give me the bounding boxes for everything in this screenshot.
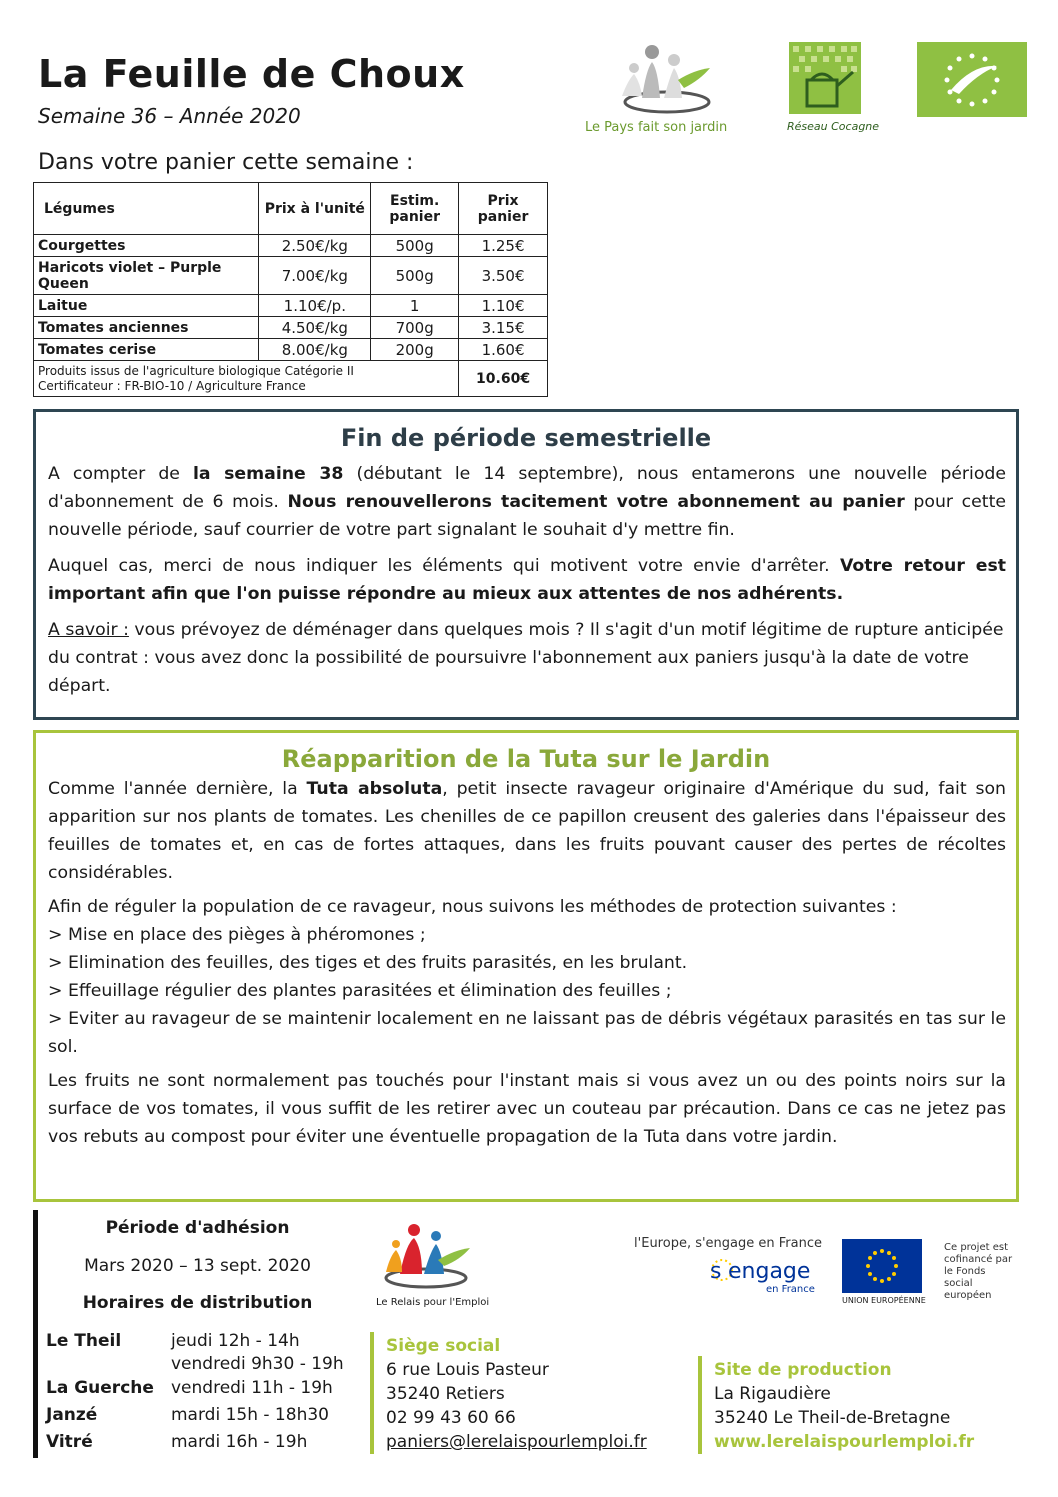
eu-flag <box>842 1239 922 1293</box>
basket-table <box>33 182 548 397</box>
schedule-hours: vendredi 11h - 19h <box>171 1378 333 1398</box>
period-title: Période d'adhésion <box>105 1218 290 1238</box>
siege-email-link[interactable]: paniers@lerelaispourlemploi.fr <box>386 1432 647 1452</box>
veg-unit-price: 1.10€/p. <box>259 295 371 317</box>
text-run-bold: la semaine 38 <box>192 464 344 484</box>
tuta-paragraph-1 <box>48 775 1006 887</box>
footer-left-bar <box>33 1210 38 1458</box>
siege-accent-bar <box>370 1332 374 1454</box>
table-header-row <box>34 183 548 235</box>
veg-qty: 1 <box>371 295 459 317</box>
text-run: Auquel cas, merci de nous indiquer les éléments qui motivent votre envie d'arrêter. <box>48 556 840 576</box>
site-address-line1: La Rigaudière <box>714 1384 831 1404</box>
col-header-basket-price: Prix panier <box>459 183 548 235</box>
certification-note-line1: Produits issus de l'agriculture biologique Catégorie II <box>38 363 354 378</box>
veg-qty: 700g <box>371 317 459 339</box>
period-dates: Mars 2020 – 13 sept. 2020 <box>84 1256 311 1276</box>
semester-end-paragraph-1 <box>48 460 1006 544</box>
relais-emploi-caption: Le Relais pour l'Emploi <box>376 1297 490 1308</box>
schedule-city: La Guerche <box>46 1378 154 1398</box>
page-subtitle: Semaine 36 – Année 2020 <box>38 104 301 128</box>
veg-name: Tomates cerise <box>34 339 259 361</box>
siege-heading: Siège social <box>386 1336 501 1356</box>
text-run-bold: Nous renouvellerons tacitement votre abonnement au panier <box>287 492 905 512</box>
semester-end-paragraph-2 <box>48 552 1006 608</box>
veg-unit-price: 4.50€/kg <box>259 317 371 339</box>
veg-qty: 500g <box>371 235 459 257</box>
eu-caption: UNION EUROPÉENNE <box>842 1296 926 1305</box>
certification-note <box>34 361 459 397</box>
tuta-paragraph-2 <box>48 893 1006 1061</box>
siege-phone: 02 99 43 60 66 <box>386 1408 516 1428</box>
schedule-city: Janzé <box>46 1405 98 1425</box>
europe-engage-logo <box>634 1236 822 1298</box>
schedule-hours: vendredi 9h30 - 19h <box>171 1354 344 1374</box>
schedule-title: Horaires de distribution <box>82 1293 313 1313</box>
list-item: > Elimination des feuilles, des tiges et des fruits parasités, en les brulant. <box>48 953 688 973</box>
pays-jardin-logo <box>612 40 722 120</box>
semester-end-box <box>33 409 1019 720</box>
site-address-line2: 35240 Le Theil-de-Bretagne <box>714 1408 951 1428</box>
veg-price: 3.50€ <box>459 257 548 295</box>
certification-note-line2: Certificateur : FR-BIO-10 / Agriculture France <box>38 378 306 393</box>
eu-organic-logo <box>917 42 1027 117</box>
text-run-bold: Votre retour est important afin que l'on puisse répondre au mieux aux attentes de nos adhérents. <box>48 556 1007 604</box>
table-footer-row <box>34 361 548 397</box>
tuta-body <box>36 775 1016 1151</box>
schedule-hours: mardi 15h - 18h30 <box>171 1405 329 1425</box>
methods-intro: Afin de réguler la population de ce ravageur, nous suivons les méthodes de protection suivantes : <box>48 897 897 917</box>
svg-text:s: s <box>710 1259 722 1284</box>
page-title: La Feuille de Choux <box>38 52 465 96</box>
semester-end-title: Fin de période semestrielle <box>340 424 712 452</box>
text-run: pour cette nouvelle période, sauf courrier de votre part signalant le souhait d'y mettre fin. <box>48 492 1006 540</box>
veg-name: Laitue <box>34 295 259 317</box>
text-run: vous prévoyez de déménager dans quelques mois ? Il s'agit d'un motif légitime de rupture anticipée du contrat : vous avez donc la possibilité de poursuivre l'abonnement aux paniers jusqu'à la date de votre départ. <box>48 620 1004 696</box>
tuta-box <box>33 730 1019 1202</box>
basket-total: 10.60€ <box>459 361 548 397</box>
website-link[interactable]: www.lerelaispourlemploi.fr <box>714 1432 975 1452</box>
veg-qty: 500g <box>371 257 459 295</box>
siege-address-line2: 35240 Retiers <box>386 1384 505 1404</box>
veg-unit-price: 8.00€/kg <box>259 339 371 361</box>
reseau-cocagne-logo <box>789 42 861 114</box>
veg-name: Haricots violet – Purple Queen <box>34 257 259 295</box>
europe-engage-text: l'Europe, s'engage en France <box>634 1236 822 1251</box>
fse-text: Ce projet est cofinancé par le Fonds social européen <box>944 1242 1013 1301</box>
veg-price: 1.25€ <box>459 235 548 257</box>
schedule-city: Le Theil <box>46 1331 122 1351</box>
veg-unit-price: 2.50€/kg <box>259 235 371 257</box>
table-row <box>34 235 548 257</box>
veg-price: 1.10€ <box>459 295 548 317</box>
reseau-cocagne-caption: Réseau Cocagne <box>787 120 880 133</box>
relais-emploi-logo <box>378 1222 474 1292</box>
col-header-legumes: Légumes <box>34 183 259 235</box>
veg-name: Tomates anciennes <box>34 317 259 339</box>
schedule-hours: mardi 16h - 19h <box>171 1432 308 1452</box>
siege-social-block <box>386 1334 647 1454</box>
site-accent-bar <box>698 1356 702 1454</box>
col-header-unit-price: Prix à l'unité <box>259 183 371 235</box>
pays-jardin-caption: Le Pays fait son jardin <box>585 120 728 135</box>
text-run-underlined: A savoir : <box>48 620 129 640</box>
table-row <box>34 295 548 317</box>
veg-qty: 200g <box>371 339 459 361</box>
semester-end-body <box>36 460 1016 700</box>
tuta-title: Réapparition de la Tuta sur le Jardin <box>281 745 771 773</box>
site-production-block <box>714 1358 974 1454</box>
list-item: > Mise en place des pièges à phéromones ; <box>48 925 426 945</box>
svg-text:engage: engage <box>728 1259 811 1284</box>
text-run: A compter de <box>48 464 193 484</box>
text-run: , petit insecte ravageur originaire d'Amérique du sud, fait son apparition sur nos plants de tomates. Les chenilles de ce papillon creusent des galeries dans l'épaisseur des feuilles de tomates et, en cas de fortes attaques, dans les fruits pouvant causer des pertes de récoltes considérables. <box>48 779 1006 883</box>
veg-price: 1.60€ <box>459 339 548 361</box>
list-item: > Eviter au ravageur de se maintenir localement en ne laissant pas de débris végétaux parasités en tas sur le sol. <box>48 1009 1006 1057</box>
veg-name: Courgettes <box>34 235 259 257</box>
col-header-estim: Estim. panier <box>371 183 459 235</box>
schedule-city: Vitré <box>46 1432 93 1452</box>
text-run: Comme l'année dernière, la <box>48 779 307 799</box>
siege-address-line1: 6 rue Louis Pasteur <box>386 1360 549 1380</box>
table-row <box>34 317 548 339</box>
panier-heading: Dans votre panier cette semaine : <box>38 150 414 175</box>
svg-text:en France: en France <box>766 1284 815 1295</box>
table-row <box>34 257 548 295</box>
text-run-bold: Tuta absoluta <box>306 779 443 799</box>
list-item: > Effeuillage régulier des plantes parasitées et élimination des feuilles ; <box>48 981 672 1001</box>
semester-end-paragraph-3 <box>48 616 1006 700</box>
schedule-hours: jeudi 12h - 14h <box>171 1331 300 1351</box>
veg-price: 3.15€ <box>459 317 548 339</box>
tuta-paragraph-3: Les fruits ne sont normalement pas touchés pour l'instant mais si vous avez un ou des points noirs sur la surface de vos tomates, il vous suffit de les retirer avec un couteau par précaution. Dans ce cas ne jetez pas vos rebuts au compost pour éviter une éventuelle propagation de la Tuta dans votre jardin. <box>48 1071 1006 1147</box>
veg-unit-price: 7.00€/kg <box>259 257 371 295</box>
site-heading: Site de production <box>714 1360 892 1380</box>
text-run: (débutant le 14 septembre), nous entamerons une nouvelle période d'abonnement de 6 mois. <box>48 464 1007 512</box>
table-row <box>34 339 548 361</box>
